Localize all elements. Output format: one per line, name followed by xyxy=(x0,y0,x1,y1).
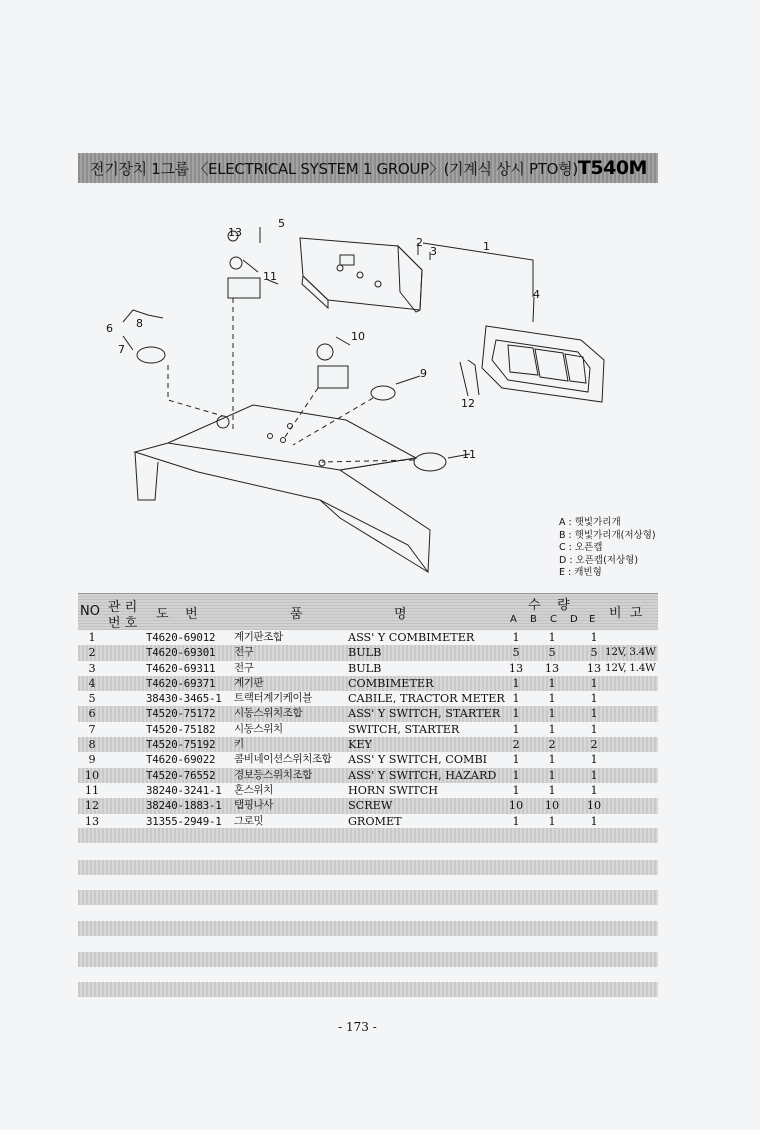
cell-no: 2 xyxy=(88,646,96,660)
combi-switch-part xyxy=(318,366,348,388)
table-row xyxy=(78,645,658,660)
cell-name-korean: 그로밋 xyxy=(234,814,264,827)
cell-name-english: ASS' Y COMBIMETER xyxy=(348,631,475,644)
cell-name-english: BULB xyxy=(348,646,382,660)
cell-name-english: SWITCH, STARTER xyxy=(348,722,460,736)
header-no: NO xyxy=(80,604,100,619)
header-name-b: 명 xyxy=(394,607,407,622)
callout-7: 7 xyxy=(118,343,125,356)
cell-no: 4 xyxy=(88,676,96,690)
cell-qty-a: 1 xyxy=(512,707,520,721)
cell-qty-e: 1 xyxy=(590,768,598,782)
table-row xyxy=(78,630,658,645)
cell-name-korean: 탭핑나사 xyxy=(234,799,273,812)
blank-row-band xyxy=(78,890,658,905)
cell-name-korean: 전구 xyxy=(234,661,254,674)
cell-qty-c: 1 xyxy=(548,707,556,721)
section-title-band xyxy=(78,153,658,183)
cell-qty-a: 2 xyxy=(512,738,520,752)
cell-qty-c: 10 xyxy=(544,799,560,813)
cell-no: 3 xyxy=(88,661,96,675)
cell-qty-c: 1 xyxy=(548,768,556,782)
cell-qty-e: 1 xyxy=(590,722,598,736)
cell-name-korean: 계기판조합 xyxy=(234,631,283,643)
cell-drawing-no: 38240-1883-1 xyxy=(146,799,222,813)
cell-drawing-no: T4520-75172 xyxy=(146,707,216,721)
callout-6: 6 xyxy=(106,322,113,335)
cell-qty-c: 5 xyxy=(548,646,556,660)
cell-qty-e: 1 xyxy=(590,676,598,690)
cell-drawing-no: T4620-69022 xyxy=(146,753,216,767)
callout-4: 4 xyxy=(533,288,540,301)
cell-drawing-no: T4520-76552 xyxy=(146,768,216,782)
table-row xyxy=(78,691,658,706)
cell-qty-e: 1 xyxy=(590,707,598,721)
cell-name-english: BULB xyxy=(348,661,382,675)
cell-drawing-no: T4520-75182 xyxy=(146,722,216,736)
horn-part xyxy=(414,453,446,471)
cell-qty-a: 1 xyxy=(512,631,520,644)
cell-qty-c: 2 xyxy=(548,738,556,752)
callout-10: 10 xyxy=(351,330,365,343)
legend-item: E : 캐빈형 xyxy=(559,567,602,579)
blank-row-band xyxy=(78,982,658,997)
cell-name-korean: 시동스위치조합 xyxy=(234,707,303,720)
cell-qty-a: 13 xyxy=(508,661,524,675)
cell-no: 1 xyxy=(88,631,96,644)
cell-drawing-no: T4520-75192 xyxy=(146,738,216,752)
model-code: T540M xyxy=(577,157,647,179)
header-name-a: 품 xyxy=(290,607,303,622)
callout-9: 9 xyxy=(420,367,427,380)
cell-qty-e: 1 xyxy=(590,814,598,828)
parts-table xyxy=(78,593,658,829)
legend-item: A : 햇빛가리개 xyxy=(559,517,621,528)
blank-row-band xyxy=(78,860,658,875)
page-number: - 173 - xyxy=(338,1020,377,1034)
cell-qty-e: 1 xyxy=(590,783,598,797)
callout-1: 1 xyxy=(483,240,490,253)
table-row xyxy=(78,798,658,813)
header-col-e: E xyxy=(589,614,596,625)
cell-remark: 12V, 3.4W xyxy=(605,646,656,659)
legend-item: B : 햇빛가리개(저상형) xyxy=(559,529,656,541)
cell-name-english: ASS' Y SWITCH, HAZARD xyxy=(348,768,497,782)
cell-qty-e: 1 xyxy=(590,692,598,706)
cell-no: 8 xyxy=(88,738,96,752)
cell-qty-a: 1 xyxy=(512,722,520,736)
table-row xyxy=(78,752,658,767)
cell-name-english: GROMET xyxy=(348,814,402,828)
header-remark: 비 고 xyxy=(609,606,643,621)
cell-drawing-no: T4620-69311 xyxy=(146,661,216,675)
blank-row-band xyxy=(78,921,658,936)
cell-qty-e: 2 xyxy=(590,738,598,752)
header-mgmt-top: 관 리 xyxy=(108,600,138,615)
header-col-a: A xyxy=(510,614,517,625)
cell-qty-a: 1 xyxy=(512,783,520,797)
horn-switch-part xyxy=(228,278,260,298)
cell-qty-e: 10 xyxy=(586,799,602,813)
cell-qty-a: 5 xyxy=(512,646,520,660)
cell-name-english: SCREW xyxy=(348,799,393,813)
cell-name-english: ASS' Y SWITCH, STARTER xyxy=(348,707,501,721)
cell-no: 11 xyxy=(84,783,100,797)
cell-drawing-no: 38430-3465-1 xyxy=(146,692,222,706)
callout-3: 3 xyxy=(430,245,437,258)
cell-qty-e: 1 xyxy=(590,631,598,644)
header-col-d: D xyxy=(570,614,578,625)
cell-qty-a: 1 xyxy=(512,753,520,767)
cell-name-korean: 전구 xyxy=(234,646,254,659)
dash-panel xyxy=(135,405,430,572)
callout-13: 13 xyxy=(228,226,242,239)
header-mgmt-bottom: 번 호 xyxy=(108,616,138,631)
cell-remark: 12V, 1.4W xyxy=(605,661,656,674)
header-col-b: B xyxy=(530,614,537,625)
cell-no: 13 xyxy=(84,814,100,828)
cell-no: 9 xyxy=(88,753,96,767)
combimeter-front xyxy=(482,326,604,402)
table-row xyxy=(78,722,658,737)
cell-no: 12 xyxy=(84,799,100,813)
blank-row-band xyxy=(78,828,658,843)
cell-name-english: HORN SWITCH xyxy=(348,783,439,797)
variant-legend xyxy=(559,517,659,580)
cell-no: 6 xyxy=(88,707,96,721)
cell-name-english: COMBIMETER xyxy=(348,676,434,690)
hazard-switch-part xyxy=(371,386,395,400)
cell-name-korean: 경보등스위치조합 xyxy=(234,768,312,781)
header-drawing-no: 도 번 xyxy=(156,607,198,622)
header-qty: 수 량 xyxy=(528,598,570,613)
cell-qty-c: 1 xyxy=(548,753,556,767)
header-col-c: C xyxy=(550,614,557,625)
cell-name-english: CABILE, TRACTOR METER xyxy=(348,692,505,706)
cell-qty-a: 1 xyxy=(512,692,520,706)
cell-name-korean: 시동스위치 xyxy=(234,722,283,735)
starter-switch-part xyxy=(137,347,165,363)
cell-name-korean: 계기판 xyxy=(234,676,264,689)
table-row xyxy=(78,737,658,752)
cell-drawing-no: 38240-3241-1 xyxy=(146,783,222,797)
callout-2: 2 xyxy=(416,236,423,249)
cell-qty-a: 1 xyxy=(512,814,520,828)
cell-qty-e: 13 xyxy=(586,661,602,675)
cell-qty-c: 1 xyxy=(548,783,556,797)
cell-qty-a: 1 xyxy=(512,768,520,782)
cell-name-english: KEY xyxy=(348,738,372,752)
table-row xyxy=(78,661,658,676)
callout-5: 5 xyxy=(278,217,285,230)
cell-name-english: ASS' Y SWITCH, COMBI xyxy=(348,753,488,767)
cell-qty-a: 10 xyxy=(508,799,524,813)
cell-qty-a: 1 xyxy=(512,676,520,690)
cell-qty-e: 1 xyxy=(590,753,598,767)
cell-drawing-no: T4620-69012 xyxy=(146,631,216,644)
cell-name-korean: 키 xyxy=(234,738,244,751)
cell-drawing-no: T4620-69301 xyxy=(146,646,216,660)
cell-qty-c: 1 xyxy=(548,722,556,736)
table-row xyxy=(78,768,658,783)
table-row xyxy=(78,706,658,721)
cell-qty-c: 13 xyxy=(544,661,560,675)
callout-12: 12 xyxy=(461,397,475,410)
cell-qty-c: 1 xyxy=(548,692,556,706)
callout-11-upper: 11 xyxy=(263,270,277,283)
cell-drawing-no: 31355-2949-1 xyxy=(146,814,222,828)
legend-item: C : 오픈캡 xyxy=(559,542,603,554)
blank-row-band xyxy=(78,952,658,967)
cell-qty-c: 1 xyxy=(548,676,556,690)
parts-table-body xyxy=(78,630,658,829)
table-row xyxy=(78,814,658,829)
section-title: 전기장치 1그룹 〈ELECTRICAL SYSTEM 1 GROUP〉(기계식 상시 PTO형) xyxy=(90,159,578,178)
callout-8: 8 xyxy=(136,317,143,330)
cell-qty-c: 1 xyxy=(548,814,556,828)
cell-no: 5 xyxy=(88,692,96,706)
callout-11-lower: 11 xyxy=(462,448,476,461)
cell-qty-e: 5 xyxy=(590,646,598,660)
table-row xyxy=(78,676,658,691)
table-row xyxy=(78,783,658,798)
cell-name-korean: 트랙터계기케이블 xyxy=(234,692,312,705)
cell-no: 7 xyxy=(88,722,96,736)
cell-name-korean: 혼스위치 xyxy=(234,783,273,796)
legend-item: D : 오픈캡(저상형) xyxy=(559,554,639,566)
cell-qty-c: 1 xyxy=(548,631,556,644)
parts-table-header xyxy=(78,593,658,630)
cell-name-korean: 콤비네이션스위치조합 xyxy=(234,753,332,766)
cell-drawing-no: T4620-69371 xyxy=(146,676,216,690)
cell-no: 10 xyxy=(84,768,100,782)
